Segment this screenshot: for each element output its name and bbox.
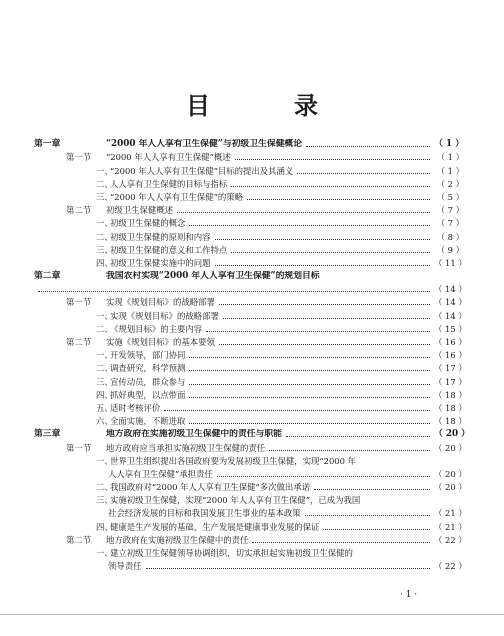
toc-entry-number: 二、 [96, 482, 113, 493]
toc-entry-title: 初级卫生保健概述 [106, 205, 173, 216]
toc-entry-number: 二、 [96, 178, 113, 189]
toc-subsection-entry [34, 492, 464, 505]
toc-entry-title: 地方政府应当承担实施初级卫生保健的责任 [106, 442, 266, 453]
toc-leader-dots [215, 239, 431, 240]
toc-leader-dots [323, 529, 430, 530]
toc-entry-title: 实施《规划目标》的基本要领 [106, 337, 215, 347]
table-of-contents [34, 136, 470, 572]
toc-chapter-entry [34, 426, 470, 440]
toc-leader-dots [219, 304, 430, 305]
toc-leader-dots [146, 568, 431, 569]
toc-subsection-entry [34, 189, 464, 202]
toc-entry-number: 一、 [96, 350, 113, 361]
toc-page-number: （ 18 ） [434, 416, 467, 427]
toc-leader-dots [189, 397, 430, 398]
toc-leader-dots [189, 423, 430, 424]
toc-leader-dots [231, 252, 430, 253]
toc-leader-dots [189, 370, 430, 371]
toc-leader-dots [269, 450, 430, 451]
toc-page-number: （ 14 ） [434, 297, 467, 308]
toc-entry-title: 初级卫生保健的原则和内容 [110, 231, 211, 242]
toc-subsection-entry [34, 321, 467, 334]
toc-subsection-entry [34, 228, 464, 241]
toc-page-number: （ 17 ） [434, 376, 467, 387]
toc-entry-title: 健康是生产发展的基础，生产发展是健康事业发展的保证 [110, 521, 320, 532]
toc-page-number: （ 8 ） [436, 231, 464, 242]
toc-entry-number: 四、 [96, 521, 113, 532]
toc-leader-dots [305, 515, 430, 516]
toc-entry-title: “2000 年人人享有卫生保健”与初级卫生保健概论 [106, 139, 303, 150]
toc-leader-dots [189, 384, 430, 385]
toc-section-entry [34, 149, 464, 162]
toc-entry-title: 社会经济发展的目标和我国发展卫生事业的基本政策 [108, 508, 301, 519]
toc-entry-title: 抓好典型，以点带面 [110, 389, 186, 400]
toc-entry-number: 第一章 [34, 139, 61, 150]
toc-subsection-entry [34, 242, 464, 255]
toc-entry-title: 世界卫生组织提出各国政府要为发展初级卫生保健，实现“2000 年 [110, 455, 357, 466]
toc-page-number: （ 5 ） [436, 191, 464, 202]
toc-subsection-entry [34, 400, 467, 413]
toc-leader-dots [247, 199, 430, 200]
toc-page-number: （ 11 ） [434, 257, 467, 268]
toc-entry-title: 初级卫生保健实施中的问题 [110, 257, 211, 268]
toc-entry-title: 初级卫生保健的意义和工作特点 [110, 244, 228, 255]
toc-entry-title: 《规划目标》的主要内容 [110, 323, 203, 334]
toc-subsection-entry [34, 215, 464, 228]
toc-subsection-entry [34, 307, 467, 321]
toc-section-entry [34, 294, 467, 308]
toc-leader-dots [306, 146, 430, 147]
toc-entry-title: 实施初级卫生保健，实现“2000 年人人享有卫生保健”，已成为我国 [110, 495, 361, 506]
toc-leader-dots [235, 159, 430, 160]
toc-entry-title: 适时考核评价 [110, 402, 161, 413]
toc-page-continuation [34, 281, 467, 295]
toc-subsection-entry [34, 518, 467, 532]
toc-entry-number: 四、 [96, 257, 113, 268]
toc-leader-dots [38, 291, 430, 292]
toc-entry-title: 建立初级卫生保健领导协调组织，切实承担起实施初级卫生保健的 [110, 548, 353, 558]
bottom-rule [0, 614, 504, 615]
toc-subsection-entry [34, 373, 467, 387]
page-number: · 1 · [400, 590, 418, 600]
toc-page-number: （ 21 ） [434, 521, 467, 532]
toc-chapter-entry [34, 268, 464, 281]
toc-entry-number: 一、 [96, 455, 113, 466]
toc-subsection-entry [34, 176, 464, 189]
toc-entry-number: 六、 [96, 416, 113, 427]
toc-leader-dots [217, 476, 430, 477]
toc-page-number: （ 7 ） [436, 218, 464, 229]
toc-page-number: （ 9 ） [436, 244, 464, 255]
toc-page-number: （ 22 ） [434, 561, 467, 572]
toc-leader-dots [223, 318, 430, 319]
toc-subsection-entry [34, 162, 464, 175]
toc-chapter-entry [34, 136, 464, 149]
toc-page-number: （ 7 ） [436, 205, 464, 216]
toc-entry-title: 地方政府在实施初级卫生保健中的责任与职能 [106, 429, 282, 440]
toc-page-number: （ 18 ） [434, 389, 467, 400]
toc-entry-number: 一、 [96, 218, 113, 229]
toc-entry-title: 实现《规划目标》的战略部署 [106, 297, 215, 308]
toc-leader-dots [231, 186, 430, 187]
toc-entry-number: 二、 [96, 323, 113, 334]
toc-entry-number: 第一节 [66, 152, 92, 163]
toc-subsection-entry [34, 387, 467, 400]
toc-leader-dots [286, 436, 430, 437]
toc-page-number: （ 16 ） [434, 337, 467, 347]
toc-leader-dots [189, 225, 430, 226]
toc-entry-title: 我国政府对“2000 年人人享有卫生保健”多次做出承诺 [110, 482, 311, 493]
toc-subsection-entry [34, 413, 467, 427]
toc-entry-number: 一、 [96, 548, 113, 558]
toc-section-entry [34, 439, 467, 453]
toc-entry-title: 全面实施，不断进取 [110, 416, 186, 427]
toc-leader-dots [189, 357, 430, 358]
toc-entry-number: 第二节 [66, 205, 92, 216]
toc-leader-dots [219, 344, 430, 345]
toc-entry-title: “2000 年人人享有卫生保健”目标的提出及其涵义 [110, 165, 294, 176]
toc-page-number: （ 17 ） [434, 363, 467, 374]
toc-leader-dots [297, 173, 430, 174]
toc-page-number: （ 14 ） [434, 310, 467, 321]
toc-section-entry [34, 334, 467, 347]
toc-page-number: （ 20 ） [434, 442, 467, 453]
toc-entry-title: “2000 年人人享有卫生保健”的策略 [110, 191, 244, 202]
toc-subsection-continuation [34, 505, 467, 519]
toc-entry-title: 宣传动员，群众参与 [110, 376, 186, 387]
toc-entry-title: 我国农村实现“2000 年人人享有卫生保健”的规划目标 [106, 271, 320, 282]
toc-subsection-entry [34, 255, 467, 268]
toc-entry-title: 人人享有卫生保健”承担责任 [108, 468, 213, 479]
toc-page-number: （ 14 ） [434, 284, 467, 295]
toc-page-number: （ 21 ） [434, 508, 467, 519]
toc-page-number: （ 2 ） [436, 178, 464, 189]
toc-entry-title: 初级卫生保健的概念 [110, 218, 186, 229]
toc-section-entry [34, 202, 464, 215]
toc-leader-dots [177, 212, 430, 213]
toc-page-number: （ 22 ） [434, 534, 467, 545]
toc-entry-number: 二、 [96, 363, 113, 374]
toc-entry-title: 领导责任 [108, 561, 142, 572]
toc-subsection-entry [34, 360, 467, 374]
toc-entry-number: 四、 [96, 389, 113, 400]
toc-entry-title: 实现《规划目标》的战略部署 [110, 310, 219, 321]
toc-entry-number: 第三章 [34, 429, 61, 440]
toc-subsection-entry [34, 453, 464, 466]
toc-page-number: （ 16 ） [434, 350, 467, 361]
toc-subsection-entry [34, 545, 464, 558]
toc-page-number: （ 20 ） [434, 482, 467, 493]
toc-page-number: （ 20 ） [434, 468, 467, 479]
toc-page-number: （ 1 ） [436, 165, 464, 176]
toc-entry-number: 第一节 [66, 297, 92, 308]
toc-entry-title: 开发领导，部门协同 [110, 350, 186, 361]
toc-leader-dots [206, 331, 430, 332]
toc-page-number: （ 1 ） [436, 152, 464, 163]
toc-entry-number: 三、 [96, 376, 113, 387]
toc-subsection-entry [34, 347, 467, 361]
toc-entry-number: 三、 [96, 244, 113, 255]
toc-subsection-entry [34, 479, 467, 493]
toc-entry-number: 一、 [96, 165, 113, 176]
toc-section-entry [34, 532, 467, 545]
toc-entry-number: 三、 [96, 495, 113, 506]
toc-entry-number: 第二章 [34, 271, 61, 282]
toc-leader-dots [215, 265, 431, 266]
toc-page-number: （ 20 ） [434, 429, 470, 440]
toc-entry-number: 一、 [96, 310, 113, 321]
toc-leader-dots [314, 489, 430, 490]
toc-page-number: （ 15 ） [434, 323, 467, 334]
toc-leader-dots [164, 410, 430, 411]
toc-entry-number: 第二节 [66, 337, 92, 347]
toc-entry-number: 二、 [96, 231, 113, 242]
toc-entry-number: 五、 [96, 402, 113, 413]
toc-entry-number: 三、 [96, 191, 113, 202]
toc-leader-dots [252, 542, 430, 543]
toc-entry-title: “2000 年人人享有卫生保健”概述 [106, 152, 231, 163]
toc-subsection-continuation [34, 466, 467, 479]
toc-entry-number: 第二节 [66, 534, 92, 545]
toc-page-number: （ 1 ） [434, 139, 464, 150]
toc-entry-title: 调查研究，科学预测 [110, 363, 186, 374]
toc-page-number: （ 18 ） [434, 402, 467, 413]
toc-subsection-continuation [34, 558, 467, 572]
page-title: 目 录 [186, 91, 348, 120]
toc-entry-number: 第一节 [66, 442, 92, 453]
toc-entry-title: 人人享有卫生保健的目标与指标 [110, 178, 228, 189]
toc-entry-title: 地方政府在实施初级卫生保健中的责任 [106, 534, 249, 545]
